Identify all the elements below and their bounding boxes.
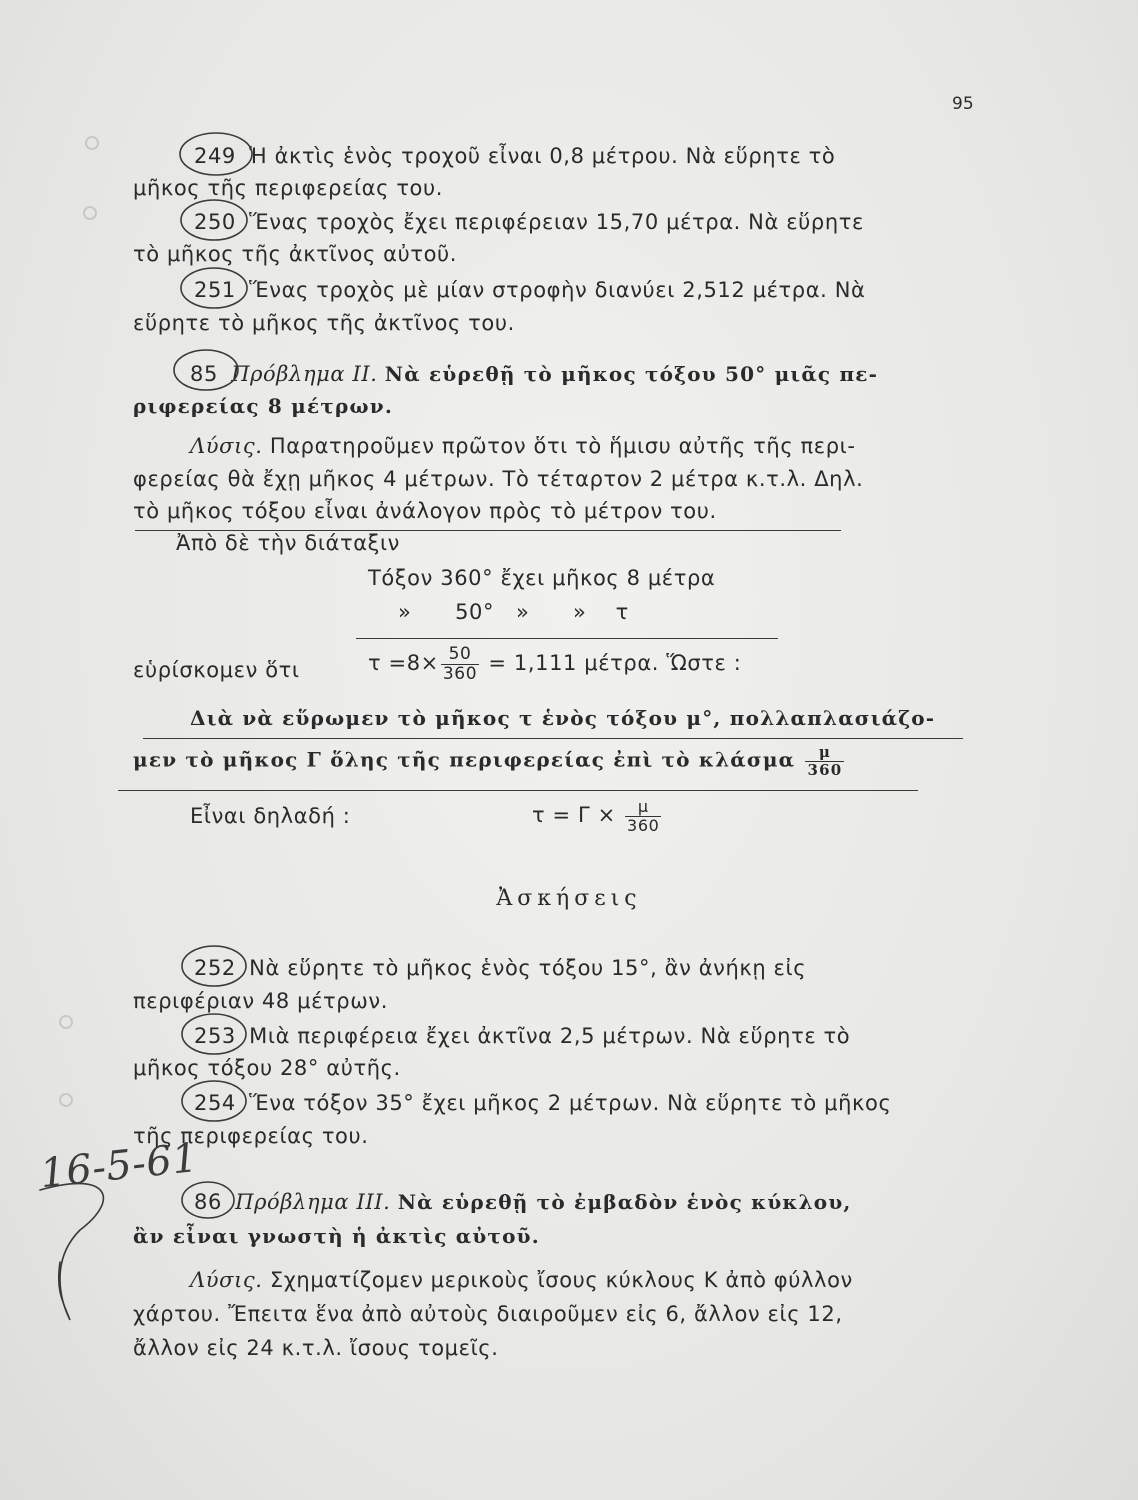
problem-86-solution-line-2: χάρτου. Ἔπειτα ἕνα ἀπὸ αὐτοὺς διαιροῦμεν εἰς 6, ἄλλον εἰς 12,	[133, 1302, 843, 1326]
solution-label: Λύσις.	[190, 1268, 263, 1292]
exercise-254-text: Ἕνα τόξον 35° ἔχει μῆκος 2 μέτρων. Νὰ εὕρητε τὸ μῆκος	[249, 1091, 892, 1115]
solution-label: Λύσις.	[190, 434, 263, 458]
exercise-254-line-1	[194, 1093, 891, 1114]
formula-denominator: 360	[627, 815, 660, 835]
pencil-scribble	[40, 1184, 103, 1320]
exercise-number-252: 252	[194, 956, 236, 980]
arrangement-row-1: Τόξον 360° ἔχει μῆκος 8 μέτρα	[368, 566, 716, 590]
problem-number-85: 85	[190, 362, 218, 386]
exercise-253-line-1	[194, 1026, 850, 1047]
problem-85-title-line-2: ριφερείας 8 μέτρων.	[133, 394, 394, 418]
exercise-249-text: Ἡ ἀκτὶς ἑνὸς τροχοῦ εἶναι 0,8 μέτρου. Νὰ εὕρητε τὸ	[249, 144, 836, 168]
binder-hole-mark	[60, 1016, 72, 1028]
find-label: εὑρίσκομεν ὅτι	[133, 658, 300, 682]
problem-85-solution-line-3: τὸ μῆκος τόξου εἶναι ἀνάλογον πρὸς τὸ μέτρον του.	[133, 499, 717, 523]
rule-fraction-denominator: 360	[807, 760, 843, 779]
problem-86-title: Νὰ εὑρεθῇ τὸ ἐμβαδὸν ἑνὸς κύκλου,	[397, 1190, 852, 1214]
exercise-250-text: Ἕνας τροχὸς ἔχει περιφέρειαν 15,70 μέτρα. Νὰ εὕρητε	[249, 210, 864, 234]
arrangement-rule	[356, 638, 778, 639]
problem-86-title-line-1	[194, 1192, 852, 1213]
equation-denominator: 360	[442, 663, 478, 684]
equation-numerator: 50	[441, 645, 479, 665]
rule-text: μεν τὸ μῆκος Γ ὅλης τῆς περιφερείας ἐπὶ τὸ κλάσμα	[133, 747, 796, 772]
problem-85-title-line-1	[190, 364, 878, 385]
equation	[368, 645, 741, 683]
exercise-252-line-1	[194, 958, 806, 979]
equation-left: τ =8×	[368, 651, 439, 676]
exercise-250-line-2: τὸ μῆκος τῆς ἀκτῖνος αὐτοῦ.	[133, 242, 458, 266]
exercise-254-line-2: τῆς περιφερείας του.	[133, 1124, 369, 1148]
exercise-251-line-1	[194, 280, 865, 301]
rule-underline-2	[118, 790, 918, 791]
rule-fraction-numerator: μ	[805, 744, 844, 762]
problem-85-title: Νὰ εὑρεθῇ τὸ μῆκος τόξου 50° μιᾶς πε-	[384, 362, 879, 386]
problem-85-solution-line-4: Ἀπὸ δὲ τὴν διάταξιν	[176, 531, 400, 555]
problem-85-solution-line-2: φερείας θὰ ἔχῃ μῆκος 4 μέτρων. Τὸ τέταρτον 2 μέτρα κ.τ.λ. Δηλ.	[133, 467, 864, 491]
exercises-heading: Ἀσκήσεις	[496, 886, 642, 911]
exercise-251-text: Ἕνας τροχὸς μὲ μίαν στροφὴν διανύει 2,512 μέτρα. Νὰ	[249, 278, 866, 302]
exercise-250-line-1	[194, 212, 864, 233]
page-number: 95	[952, 94, 974, 114]
exercise-number-251: 251	[194, 278, 236, 302]
handwritten-date: 16-5-61	[38, 1134, 201, 1198]
problem-85-label: Πρόβλημα ΙΙ.	[231, 362, 378, 386]
binder-hole-mark	[60, 1094, 72, 1106]
exercise-number-250: 250	[194, 210, 236, 234]
thus-label: Εἶναι δηλαδή :	[190, 804, 351, 828]
formula	[532, 798, 663, 834]
rule-line-1: Διὰ νὰ εὕρωμεν τὸ μῆκος τ ἑνὸς τόξου μ°, πολλαπλασιάζο-	[190, 706, 936, 730]
binder-hole-mark	[84, 207, 96, 219]
exercise-number-249: 249	[194, 144, 236, 168]
problem-86-solution-line-3: ἄλλον εἰς 24 κ.τ.λ. ἴσους τομεῖς.	[133, 1336, 499, 1360]
exercise-249-line-2: μῆκος τῆς περιφερείας του.	[133, 176, 444, 200]
exercise-253-line-2: μῆκος τόξου 28° αὐτῆς.	[133, 1056, 401, 1080]
solution-text: Σχηματίζομεν μερικοὺς ἴσους κύκλους Κ ἀπὸ φύλλον	[269, 1268, 853, 1292]
solution-text: Παρατηροῦμεν πρῶτον ὅτι τὸ ἥμισυ αὐτῆς τῆς περι-	[269, 434, 856, 458]
exercise-253-text: Μιὰ περιφέρεια ἔχει ἀκτῖνα 2,5 μέτρων. Νὰ εὕρητε τὸ	[249, 1024, 851, 1048]
arrangement-row-2: » 50° » » τ	[398, 600, 629, 624]
rule-line-2	[133, 744, 846, 778]
rule-underline-1	[143, 738, 963, 739]
exercise-252-line-2: περιφέριαν 48 μέτρων.	[133, 989, 388, 1013]
exercise-251-line-2: εὕρητε τὸ μῆκος τῆς ἀκτῖνος του.	[133, 311, 515, 335]
formula-numerator: μ	[625, 798, 661, 817]
exercise-number-253: 253	[194, 1024, 236, 1048]
exercise-252-text: Νὰ εὕρητε τὸ μῆκος ἑνὸς τόξου 15°, ἂν ἀνήκῃ εἰς	[249, 956, 807, 980]
problem-86-label: Πρόβλημα ΙΙΙ.	[235, 1190, 391, 1214]
problem-number-86: 86	[194, 1190, 222, 1214]
exercise-249-line-1	[194, 146, 835, 167]
formula-left: τ = Γ ×	[532, 803, 616, 828]
problem-86-solution-line-1	[190, 1270, 853, 1291]
equation-right: = 1,111 μέτρα. Ὥστε :	[488, 651, 742, 676]
binder-hole-mark	[86, 137, 98, 149]
exercise-number-254: 254	[194, 1091, 236, 1115]
problem-86-title-line-2: ἂν εἶναι γνωστὴ ἡ ἀκτὶς αὐτοῦ.	[133, 1224, 540, 1248]
problem-85-solution-line-1	[190, 436, 856, 457]
